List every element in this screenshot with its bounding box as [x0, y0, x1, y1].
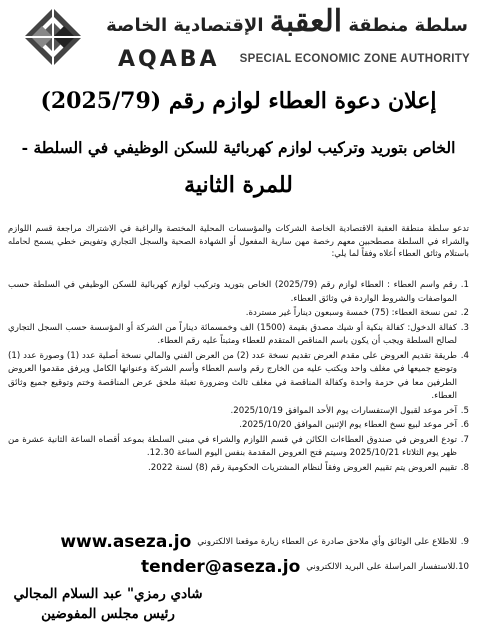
item-number: 3. [460, 322, 469, 333]
list-item [8, 405, 469, 419]
item-text: كفالة الدخول: كفالة بنكية أو شيك مصدق بقيمة (1500) الف وخمسمائة ديناراً من الشركة أو المؤسسة حسب السجل التجاري لصالح السلطة ويجب أن يكون باسم المناقص المتقدم للعطاء ومثبتاً عليه رقم العطاء. [8, 322, 457, 346]
conditions-list [8, 279, 469, 476]
item-text: ثمن نسخة العطاء: (75) خمسة وسبعون ديناراً غير مستردة. [245, 308, 457, 318]
brand-arabic-big: العقبة [269, 4, 343, 39]
brand-english [118, 48, 470, 70]
list-item [8, 307, 469, 321]
brand-aqaba: AQABA [118, 46, 220, 72]
item-number: 9. [460, 537, 469, 547]
item-number: 4. [460, 350, 469, 361]
tender-subtitle: الخاص بتوريد وتركيب لوازم كهربائية للسكن الوظيفي في السلطة - [21, 138, 456, 157]
list-item [8, 350, 469, 404]
item-number: 8. [460, 462, 469, 473]
tender-round: للمرة الثانية [184, 172, 293, 198]
brand-sez: SPECIAL ECONOMIC ZONE AUTHORITY [239, 53, 470, 65]
list-item [8, 419, 469, 433]
header [8, 2, 470, 74]
email-link[interactable]: tender@aseza.jo [140, 557, 301, 577]
list-item [8, 434, 469, 461]
item-number: 5. [460, 405, 469, 416]
contact-label: للاستفسار المراسلة على البريد الالكتروني [306, 562, 456, 572]
contact-website [8, 532, 469, 552]
intro-paragraph [8, 222, 469, 260]
item-text: تقييم العروض يتم تقييم العروض وفقاً لنظام المشتريات الحكومية رقم (8) لسنة 2022. [148, 462, 457, 473]
item-number: 1. [460, 280, 469, 290]
list-item [8, 462, 469, 476]
signatory-role: رئيس مجلس المفوضين [41, 606, 175, 622]
item-number: 6. [460, 420, 469, 430]
tender-title: إعلان دعوة العطاء لوازم رقم (2025/79) [40, 88, 437, 114]
brand-arabic-prefix: سلطة منطقة [348, 15, 468, 36]
contact-email [8, 557, 469, 577]
list-item [8, 279, 469, 306]
item-text: آخر موعد لبيع نسخ العطاء يوم الإثنين الموافق 2025/10/20. [239, 420, 457, 430]
contact-label: للاطلاع على الوثائق وأي ملاحق صادرة عن العطاء زيارة موقعنا الالكتروني [197, 537, 457, 547]
website-link[interactable]: www.aseza.jo [60, 532, 192, 552]
intro-text: تدعو سلطة منطقة العقبة الاقتصادية الخاصة الشركات والمؤسسات المحلية المختصة والراغبة في الاشتراك مراجعة قسم اللوازم والشراء في السلطة مصطحبين معهم رخصة مهن سارية المفعول أو الشهادة الصحية والسجل التجاري وتفويض خطي يسمح لحامله باستلام وثائق العطاء أعلاه وفقاً لما يلي: [8, 223, 469, 258]
brand-arabic [106, 4, 468, 40]
item-text: طريقة تقديم العروض على مقدم العرض تقديم نسخة عدد (2) من العرض الفني والمالي نسخة أصلية عدد (1) وصورة عدد (1) وتوضع جميعها في مغلف واحد ويكتب عليه من الخارج رقم واسم العطاء وأسم الشركة وعنوانها الكامل ويرفق مقدموا العروض الطرفين معا في حزمة واحدة وكفالة المناقصة في مغلف ثالث وضرورة تعبئة ملحق عرض المناقصة وختم وتوقيع جميع وثائق العطاء. [8, 350, 458, 401]
list-item [8, 322, 469, 349]
item-text: تودع العروض في صندوق العطاءات الكائن في قسم اللوازم والشراء في مبنى السلطة بموعد أقصاه الساعة الثانية عشرة من ظهر يوم الثلاثاء 2025/10/21 وسيتم فتح العروض المقدمة بنفس اليوم الساعة 12.30. [8, 434, 457, 458]
item-number: 10. [455, 562, 469, 572]
signatory-name: شادي رمزي" عبد السلام المجالي [13, 586, 203, 602]
brand-arabic-suffix: الإقتصادية الخاصة [106, 15, 264, 36]
aqaba-diamond-logo-icon [22, 6, 84, 68]
item-number: 2. [460, 308, 469, 318]
item-text: آخر موعد لقبول الإستفسارات يوم الأحد الموافق 2025/10/19. [230, 405, 457, 416]
item-text: رقم واسم العطاء : العطاء لوازم رقم (2025/79) الخاص بتوريد وتركيب لوازم كهربائية للسكن الوظيفي في السلطة حسب المواصفات والشروط الواردة في وثائق العطاء. [8, 280, 457, 304]
item-number: 7. [460, 434, 469, 445]
